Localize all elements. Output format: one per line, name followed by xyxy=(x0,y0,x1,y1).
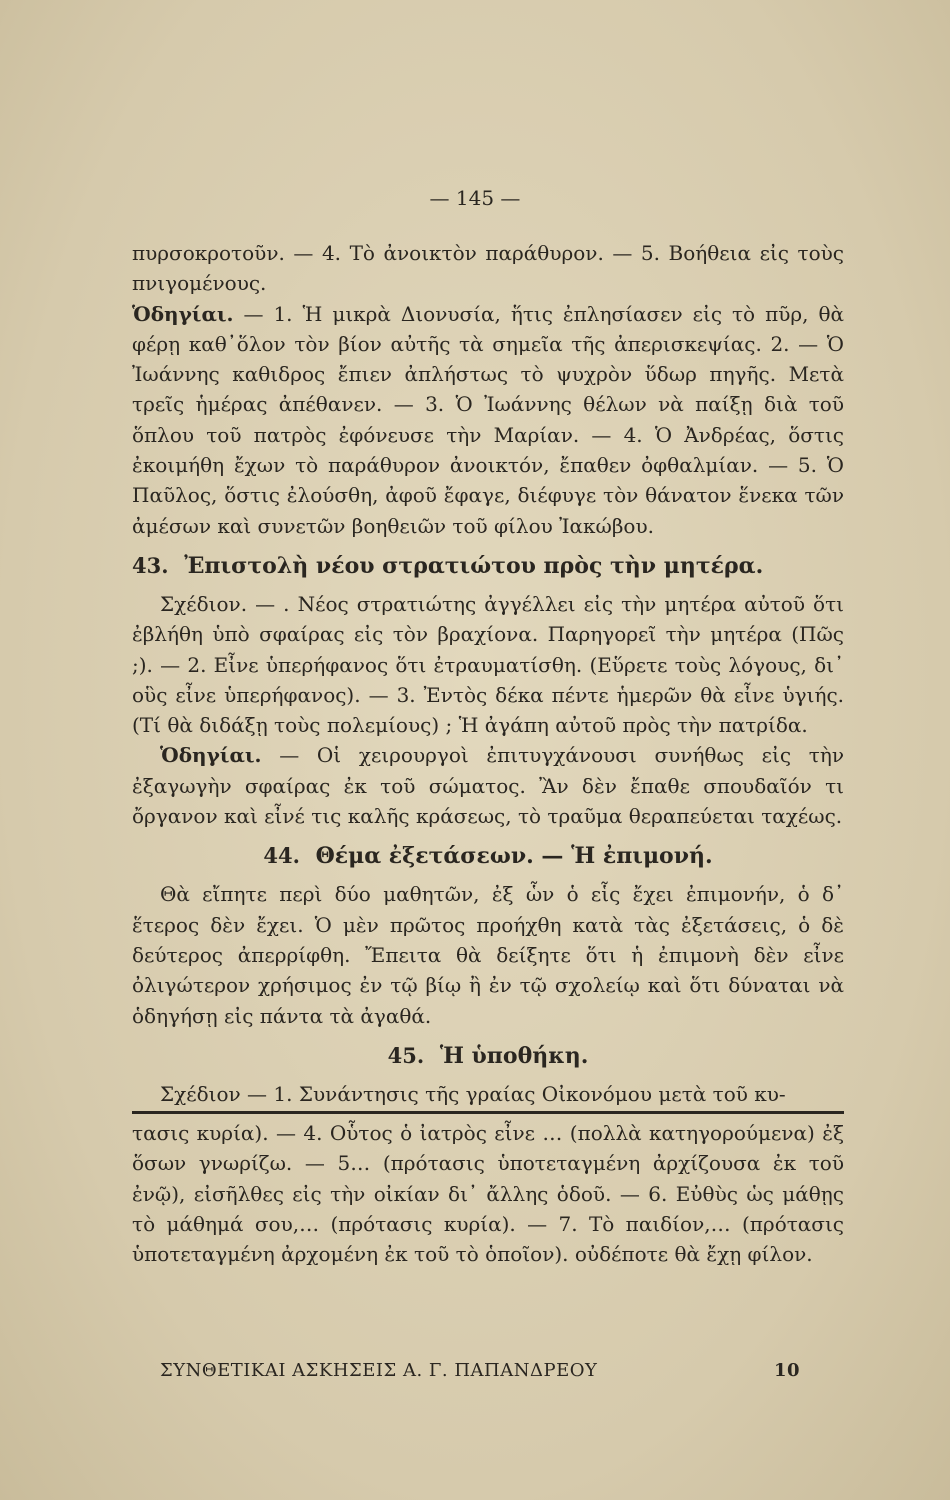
section-45-heading xyxy=(132,1039,844,1073)
section-43-heading xyxy=(132,549,844,583)
paragraph-continuation: πυρσοκροτοῦν. — 4. Τὸ ἀνοικτὸν παράθυρον. — 5. Βοήθεια εἰς τοὺς πνιγομένους. xyxy=(132,241,844,296)
section-44-body: Θὰ εἴπητε περὶ δύο μαθητῶν, ἐξ ὧν ὁ εἷς ἔχει ἐπιμονήν, ὁ δ᾽ ἕτερος δὲν ἔχει. Ὁ μὲν πρῶτος προήχθη κατὰ τὰς ἐξετάσεις, ὁ δὲ δεύτερος ἀπερρίφθη. Ἔπειτα θὰ δείξητε ὅτι ἡ ἐπιμονὴ δὲν εἶνε ὀλιγώτερον χρήσιμος ἐν τῷ βίῳ ἢ ἐν τῷ σχολείῳ καὶ ὅτι δύναται νὰ ὁδηγήσῃ εἰς πάντα τὰ ἀγαθά. xyxy=(132,882,844,1028)
section-44-heading xyxy=(132,839,844,873)
draft-text: — . Νέος στρατιώτης ἀγγέλλει εἰς τὴν μητέρα αὐτοῦ ὅτι ἐβλήθη ὑπὸ σφαίρας εἰς τὸν βραχίονα. Παρηγορεῖ τὴν μητέρα (Πῶς ;). — 2. Εἶνε ὑπερήφανος ὅτι ἐτραυματίσθη. (Εὕρετε τοὺς λόγους, δι᾽ οὓς εἶνε ὑπερήφανος). — 3. Ἐντὸς δέκα πέντε ἡμερῶν θὰ εἶνε ὑγιής. (Τί θὰ διδάξῃ τοὺς πολεμίους) ; Ἡ ἀγάπη αὐτοῦ πρὸς τὴν πατρίδα. xyxy=(132,591,845,738)
signature-mark: 10 xyxy=(773,1360,800,1381)
section-title: Ἡ ὑποθήκη. xyxy=(439,1042,589,1069)
footer-text: ΣΥΝΘΕΤΙΚΑΙ ΑΣΚΗΣΕΙΣ Α. Γ. ΠΑΠΑΝΔΡΕΟΥ xyxy=(160,1360,598,1381)
section-43-guidelines xyxy=(132,740,844,831)
section-number: 45. xyxy=(387,1042,425,1068)
guidelines-text: — Οἱ χειρουργοὶ ἐπιτυγχάνουσι συνήθως εἰς τὴν ἐξαγωγὴν σφαίρας ἐκ τοῦ σώματος. Ἂν δὲν ἔπαθε σπουδαῖόν τι ὄργανον καὶ εἶνέ τις καλῆς κράσεως, τὸ τραῦμα θεραπεύεται ταχέως. xyxy=(132,743,844,829)
page-number: — 145 — xyxy=(429,186,521,210)
section-43-draft xyxy=(132,589,844,740)
section-title: Θέμα ἐξετάσεων. — Ἡ ἐπιμονή. xyxy=(315,843,713,870)
guidelines-label: Ὁδηγίαι. xyxy=(132,301,234,326)
section-number: 44. xyxy=(263,843,300,869)
page-footer xyxy=(160,1360,840,1381)
guidelines-paragraph xyxy=(132,299,844,541)
paper-strip-edge xyxy=(132,1111,844,1114)
section-45-draft-rest: τασις κυρία). — 4. Οὗτος ὁ ἰατρὸς εἶνε … (πολλὰ κατηγορούμενα) ἐξ ὅσων γνωρίζω. — 5… (πρότασις ὑποτεταγμένη ἀρχίζουσα ἐκ τοῦ ἐνῷ), εἰσῆλθες εἰς τὴν οἰκίαν δι᾽ ἄλλης ὁδοῦ. — 6. Εὐθὺς ὡς μάθῃς τὸ μάθημά σου,… (πρότασις κυρία). — 7. Τὸ παιδίον,… (πρότασις ὑποτεταγμένη ἀρχομένη ἐκ τοῦ τὸ ὁποῖον). οὐδέποτε θὰ ἔχῃ φίλον. xyxy=(132,1121,844,1267)
section-title: Ἐπιστολὴ νέου στρατιώτου πρὸς τὴν μητέρα. xyxy=(184,552,764,579)
draft-label: Σχέδιον. xyxy=(160,591,248,616)
page-body xyxy=(132,238,844,1270)
section-45-draft-first-line: Σχέδιον — 1. Συνάντησις τῆς γραίας Οἰκονόμου μετὰ τοῦ κυ- xyxy=(160,1081,786,1106)
section-number: 43. xyxy=(132,552,169,578)
guidelines-text: — 1. Ἡ μικρὰ Διονυσία, ἥτις ἐπλησίασεν εἰς τὸ πῦρ, θὰ φέρῃ καθ᾽ὅλον τὸν βίον αὐτῆς τὰ σημεῖα τῆς ἀπερισκεψίας. 2. — Ὁ Ἰωάννης καθιδρος ἔπιεν ἀπλήστως τὸ ψυχρὸν ὕδωρ πηγῆς. Μετὰ τρεῖς ἡμέρας ἀπέθανεν. — 3. Ὁ Ἰωάννης θέλων νὰ παίξῃ διὰ τοῦ ὅπλου τοῦ πατρὸς ἐφόνευσε τὴν Μαρίαν. — 4. Ὁ Ἀνδρέας, ὅστις ἐκοιμήθη ἔχων τὸ παράθυρον ἀνοικτόν, ἔπαθεν ὀφθαλμίαν. — 5. Ὁ Παῦλος, ὅστις ἐλούσθη, ἀφοῦ ἔφαγε, διέφυγε τὸν θάνατον ἕνεκα τῶν ἀμέσων καὶ συνετῶν βοηθειῶν τοῦ φίλου Ἰακώβου. xyxy=(132,301,845,538)
guidelines-label: Ὁδηγίαι. xyxy=(160,743,262,768)
